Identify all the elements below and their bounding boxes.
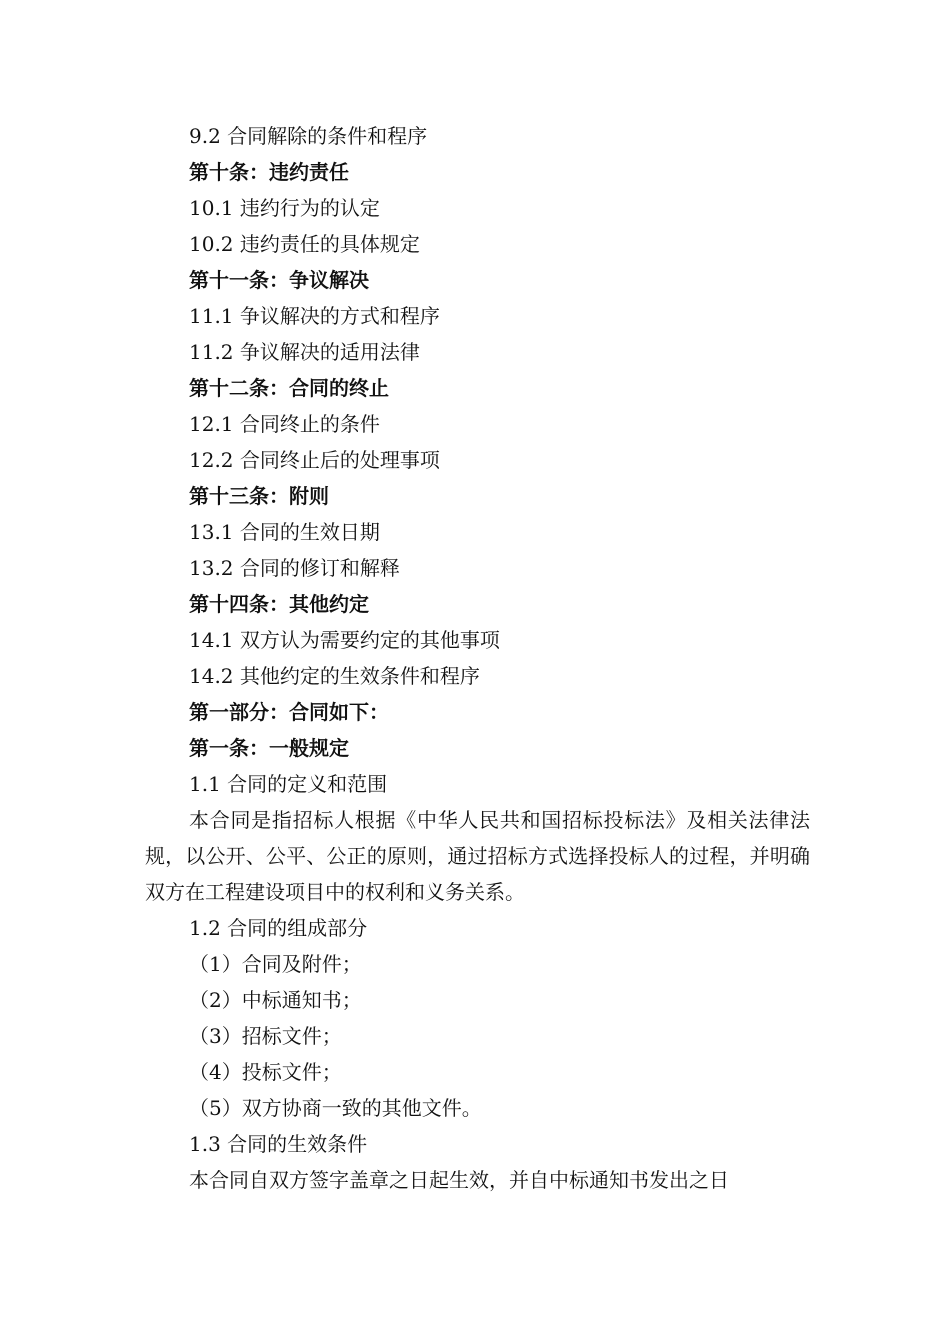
clause-item: 11.2 争议解决的适用法律: [189, 340, 420, 364]
clause-item: 12.2 合同终止后的处理事项: [189, 448, 440, 472]
article-heading: 第十四条：其他约定: [189, 592, 369, 616]
clause-item: 12.1 合同终止的条件: [189, 412, 380, 436]
article-heading: 第十二条：合同的终止: [189, 376, 389, 400]
clause-item: 10.2 违约责任的具体规定: [189, 232, 420, 256]
article-heading: 第一条：一般规定: [189, 736, 349, 760]
clause-item: 14.2 其他约定的生效条件和程序: [189, 664, 480, 688]
body-paragraph: 本合同是指招标人根据《中华人民共和国招标投标法》及相关法律法规，以公开、公平、公正的原则，通过招标方式选择投标人的过程，并明确双方在工程建设项目中的权利和义务关系。: [145, 808, 810, 904]
article-heading: 第十三条：附则: [189, 484, 329, 508]
part-heading: 第一部分：合同如下：: [189, 700, 389, 724]
clause-item: 13.2 合同的修订和解释: [189, 556, 400, 580]
list-item: （4）投标文件；: [189, 1060, 342, 1084]
clause-item: 9.2 合同解除的条件和程序: [189, 124, 428, 148]
clause-item: 10.1 违约行为的认定: [189, 196, 380, 220]
clause-item: 11.1 争议解决的方式和程序: [189, 304, 440, 328]
body-paragraph: 本合同自双方签字盖章之日起生效，并自中标通知书发出之日: [189, 1168, 729, 1192]
article-heading: 第十一条：争议解决: [189, 268, 369, 292]
list-item: （2）中标通知书；: [189, 988, 362, 1012]
document-body: [145, 118, 810, 1198]
list-item: （5）双方协商一致的其他文件。: [189, 1096, 482, 1120]
clause-item: 13.1 合同的生效日期: [189, 520, 380, 544]
clause-item: 1.2 合同的组成部分: [189, 916, 368, 940]
clause-item: 1.3 合同的生效条件: [189, 1132, 368, 1156]
list-item: （1）合同及附件；: [189, 952, 362, 976]
clause-item: 14.1 双方认为需要约定的其他事项: [189, 628, 500, 652]
article-heading: 第十条：违约责任: [189, 160, 349, 184]
list-item: （3）招标文件；: [189, 1024, 342, 1048]
clause-item: 1.1 合同的定义和范围: [189, 772, 388, 796]
